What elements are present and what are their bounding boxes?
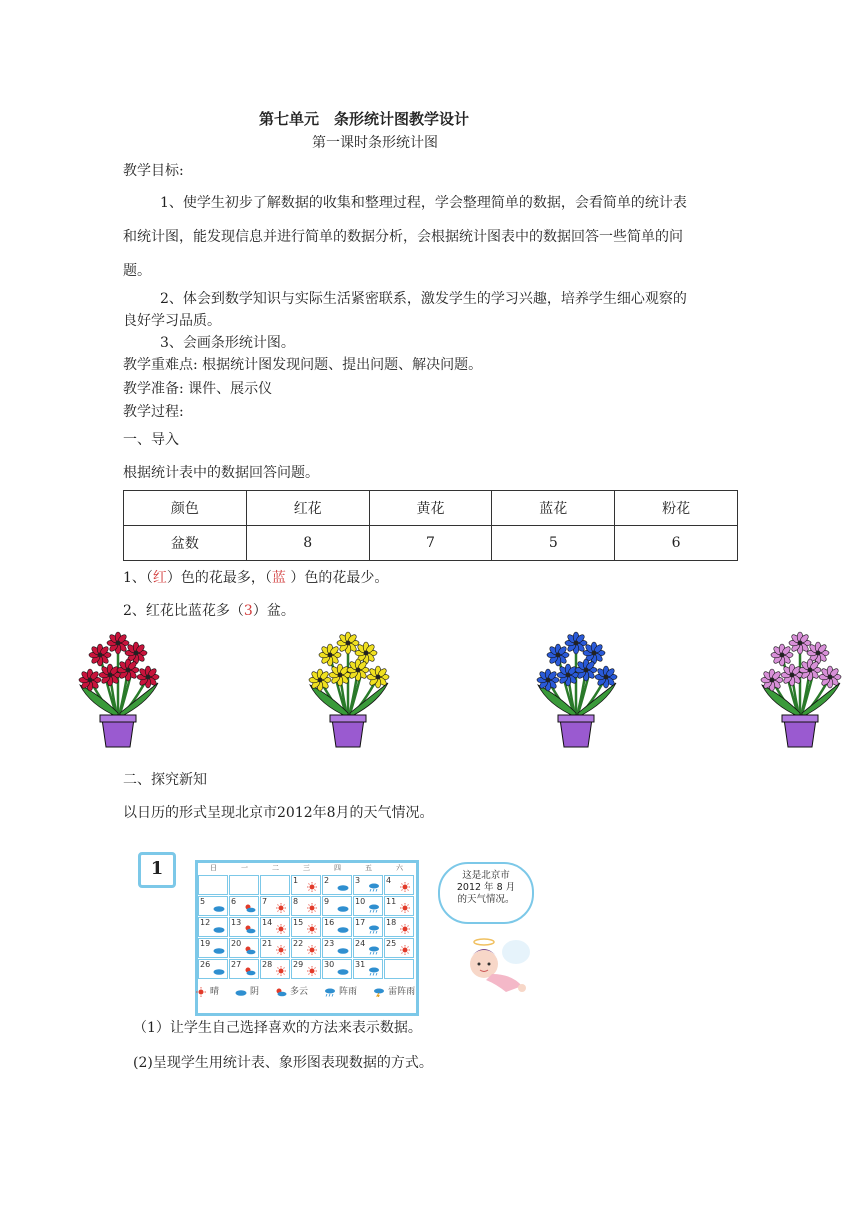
sunny-icon: [399, 903, 411, 913]
thunder-shower-icon: [373, 987, 385, 997]
calendar-day-number: 23: [324, 939, 335, 948]
legend-label: 阵雨: [339, 987, 358, 997]
legend-item: [324, 987, 357, 997]
shower-icon: [368, 966, 380, 976]
shower-icon: [368, 903, 380, 913]
book-icon: 1: [138, 852, 176, 888]
yellow-flower-pot: [300, 625, 396, 750]
calendar-cell: [291, 896, 321, 916]
calendar-cell: [353, 917, 383, 937]
overcast-icon: [337, 945, 349, 955]
sunny-icon: [306, 966, 318, 976]
goal-1-line-3: 题。: [123, 263, 151, 279]
page-subtitle: 第一课时条形统计图: [312, 135, 438, 151]
calendar-intro: 以日历的形式呈现北京市2012年8月的天气情况。: [123, 805, 434, 821]
weekday-header: 三: [303, 864, 310, 872]
calendar-legend: [195, 984, 431, 997]
calendar-cell: [291, 917, 321, 937]
table-cell: 粉花: [615, 491, 738, 526]
blue-flower-pot: [528, 625, 624, 750]
calendar-day-number: 6: [231, 897, 237, 906]
calendar-day-number: 8: [293, 897, 299, 906]
overcast-icon: [337, 882, 349, 892]
calendar-day-number: 25: [386, 939, 397, 948]
calendar-cell: [353, 875, 383, 895]
calendar-day-number: 24: [355, 939, 366, 948]
cloudy-icon: [244, 924, 256, 934]
answer-blue: 蓝: [271, 570, 286, 586]
goal-3: 3、会画条形统计图。: [160, 335, 295, 351]
weekday-header: 二: [272, 864, 279, 872]
calendar-day-number: 28: [262, 960, 273, 969]
speech-bubble: [438, 862, 534, 924]
child-angel-illustration: [456, 934, 538, 996]
flower-count-table: [123, 490, 738, 561]
calendar-day-number: 4: [386, 876, 392, 885]
overcast-icon: [213, 966, 225, 976]
calendar-day-number: 30: [324, 960, 335, 969]
answer-red: 红: [152, 570, 167, 586]
calendar-day-number: 15: [293, 918, 304, 927]
table-cell: 蓝花: [492, 491, 615, 526]
calendar-cell: [260, 938, 290, 958]
overcast-icon: [337, 966, 349, 976]
question-1-end: ）色的花最少。: [285, 570, 389, 586]
bubble-line-3: 的天气情况。: [457, 894, 515, 905]
calendar-day-number: 11: [386, 897, 397, 906]
overcast-icon: [213, 903, 225, 913]
weather-calendar-figure: [138, 852, 538, 1000]
calendar-cell: [322, 896, 352, 916]
question-1-prefix: 1、（: [123, 570, 153, 586]
sunny-icon: [306, 903, 318, 913]
calendar-cell: [353, 938, 383, 958]
goal-1-line-2: 和统计图，能发现信息并进行简单的数据分析，会根据统计图表中的数据回答一些简单的问: [123, 229, 683, 245]
calendar-cell: [291, 959, 321, 979]
calendar-cell: [229, 938, 259, 958]
cloudy-icon: [244, 945, 256, 955]
process-heading: 教学过程:: [123, 404, 184, 420]
calendar-day-number: 5: [200, 897, 206, 906]
weekday-header: 日: [210, 864, 217, 872]
key-points: 教学重难点: 根据统计图发现问题、提出问题、解决问题。: [123, 357, 483, 373]
calendar-day-number: 16: [324, 918, 335, 927]
calendar-cell: [198, 938, 228, 958]
calendar-day-number: 7: [262, 897, 268, 906]
cloudy-icon: [275, 987, 287, 997]
calendar-cell: [384, 938, 414, 958]
calendar-cell: [198, 917, 228, 937]
sunny-icon: [399, 924, 411, 934]
calendar-day-number: 18: [386, 918, 397, 927]
bubble-line-1: 这是北京市: [462, 870, 510, 881]
page-title: 第七单元 条形统计图教学设计: [259, 110, 470, 128]
table-cell: 5: [492, 526, 615, 561]
calendar-cell: [229, 917, 259, 937]
step-2: (2)呈现学生用统计表、象形图表现数据的方式。: [133, 1055, 433, 1071]
calendar-cell: [322, 917, 352, 937]
calendar-cell: [322, 938, 352, 958]
table-cell: 7: [369, 526, 492, 561]
pink-flower-pot: [752, 625, 848, 750]
calendar-cell: [198, 896, 228, 916]
shower-icon: [368, 882, 380, 892]
calendar-cell: [353, 959, 383, 979]
legend-label: 雷阵雨: [388, 987, 416, 997]
calendar-day-number: 26: [200, 960, 211, 969]
section-2-heading: 二、探究新知: [123, 772, 207, 788]
calendar-day-number: 14: [262, 918, 273, 927]
calendar-day-number: 22: [293, 939, 304, 948]
calendar-cell: [384, 959, 414, 979]
overcast-icon: [337, 924, 349, 934]
overcast-icon: [235, 987, 247, 997]
calendar-cell: [260, 896, 290, 916]
sunny-icon: [306, 882, 318, 892]
legend-item: [235, 987, 259, 997]
weekday-header: 五: [365, 864, 372, 872]
table-cell: 黄花: [369, 491, 492, 526]
table-cell: 盆数: [124, 526, 247, 561]
calendar-day-number: 27: [231, 960, 242, 969]
shower-icon: [368, 924, 380, 934]
question-2-suffix: ）盆。: [252, 603, 295, 619]
legend-item: [373, 987, 415, 997]
legend-item: [275, 987, 308, 997]
sunny-icon: [306, 945, 318, 955]
table-header-row: [124, 491, 738, 526]
calendar-cell: [353, 896, 383, 916]
calendar-day-number: 29: [293, 960, 304, 969]
calendar-cell: [260, 917, 290, 937]
calendar-day-number: 10: [355, 897, 366, 906]
calendar-day-number: 19: [200, 939, 211, 948]
sunny-icon: [306, 924, 318, 934]
calendar-day-number: 20: [231, 939, 242, 948]
shower-icon: [368, 945, 380, 955]
weekday-header: 四: [334, 864, 341, 872]
table-cell: 颜色: [124, 491, 247, 526]
calendar-cell: [384, 896, 414, 916]
goal-2-line-1: 2、体会到数学知识与实际生活紧密联系，激发学生的学习兴趣，培养学生细心观察的: [160, 291, 687, 307]
sunny-icon: [275, 966, 287, 976]
sunny-icon: [275, 903, 287, 913]
calendar-cell: [260, 875, 290, 895]
calendar-day-number: 31: [355, 960, 366, 969]
question-1-mid: ）色的花最多，（: [166, 570, 272, 586]
legend-label: 阴: [250, 987, 260, 997]
calendar-cell: [260, 959, 290, 979]
sunny-icon: [399, 945, 411, 955]
sunny-icon: [275, 924, 287, 934]
calendar-cell: [322, 875, 352, 895]
calendar-cell: [198, 875, 228, 895]
red-flower-pot: [70, 625, 166, 750]
overcast-icon: [213, 945, 225, 955]
cloudy-icon: [244, 966, 256, 976]
overcast-icon: [337, 903, 349, 913]
goal-2-line-2: 良好学习品质。: [123, 313, 221, 329]
calendar-day-number: 21: [262, 939, 273, 948]
legend-label: 晴: [210, 987, 220, 997]
goal-1-line-1: 1、使学生初步了解数据的收集和整理过程，学会整理简单的数据，会看简单的统计表: [160, 195, 687, 211]
weekday-header: 六: [396, 864, 403, 872]
calendar-day-number: 2: [324, 876, 330, 885]
calendar-day-number: 12: [200, 918, 211, 927]
preparation: 教学准备: 课件、展示仪: [123, 381, 273, 397]
legend-item: [195, 987, 219, 997]
sunny-icon: [399, 882, 411, 892]
legend-label: 多云: [290, 987, 309, 997]
calendar-day-number: 3: [355, 876, 361, 885]
calendar-day-number: 9: [324, 897, 330, 906]
table-cell: 6: [615, 526, 738, 561]
calendar-cell: [198, 959, 228, 979]
question-1: [123, 571, 388, 585]
table-cell: 8: [246, 526, 369, 561]
weekday-header: 一: [241, 864, 248, 872]
calendar-day-number: 17: [355, 918, 366, 927]
calendar-cell: [229, 896, 259, 916]
table-intro: 根据统计表中的数据回答问题。: [123, 465, 319, 481]
question-2-prefix: 2、红花比蓝花多（: [123, 603, 244, 619]
calendar-cell: [291, 938, 321, 958]
question-2: [123, 604, 295, 618]
goals-heading: 教学目标:: [123, 163, 184, 179]
bubble-line-2: 2012 年 8 月: [456, 882, 516, 893]
sunny-icon: [275, 945, 287, 955]
calendar-cell: [229, 959, 259, 979]
sunny-icon: [195, 987, 207, 997]
calendar-cell: [229, 875, 259, 895]
cloudy-icon: [244, 903, 256, 913]
step-1: （1）让学生自己选择喜欢的方法来表示数据。: [133, 1020, 422, 1036]
shower-icon: [324, 987, 336, 997]
table-cell: 红花: [246, 491, 369, 526]
calendar-cell: [322, 959, 352, 979]
calendar-cell: [384, 875, 414, 895]
overcast-icon: [213, 924, 225, 934]
answer-three: 3: [243, 603, 253, 619]
calendar-cell: [384, 917, 414, 937]
calendar-day-number: 1: [293, 876, 299, 885]
calendar-cell: [291, 875, 321, 895]
section-1-heading: 一、导入: [123, 432, 179, 448]
table-row: [124, 526, 738, 561]
calendar-day-number: 13: [231, 918, 242, 927]
